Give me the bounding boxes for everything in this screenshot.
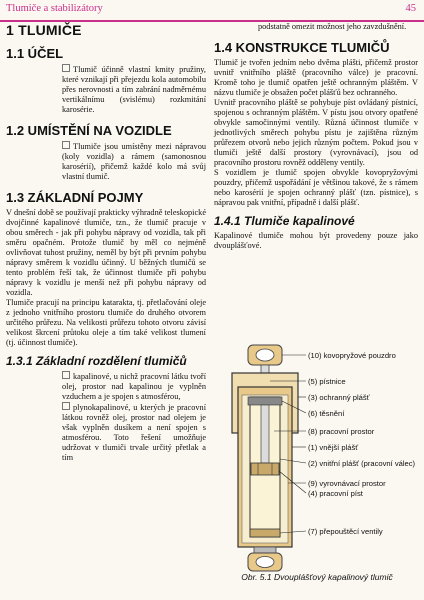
label-inner-shell: (2) vnitřní plášť (pracovní válec) xyxy=(308,459,416,468)
bullet-icon xyxy=(62,402,70,410)
header-title: Tlumiče a stabilizátory xyxy=(6,3,103,14)
section-1-4-1-text: Kapalinové tlumiče mohou být provedeny pouze jako dvouplášťové. xyxy=(214,231,418,250)
section-1-4-title: 1.4 KONSTRUKCE TLUMIČŮ xyxy=(214,40,390,55)
section-1-2-title: 1.2 UMÍSTĚNÍ NA VOZIDLE xyxy=(6,123,172,138)
bullet-icon xyxy=(62,371,70,379)
section-1-4-paragraph-3: S vozidlem je tlumič spojen obvykle kovopryžovými pouzdry, přičemž uspořádání je většinou takové, že s rámem nebo karosérií je spojen ochranný plášť (tzn. pístnice), s nápravou pak vnitřní, případně i další plášť. xyxy=(214,168,418,207)
bottom-bushing-hole xyxy=(256,557,274,568)
note-icon xyxy=(62,64,70,72)
label-working-space: (8) pracovní prostor xyxy=(308,427,375,436)
continued-text: podstatně omezit možnost jeho zavzdušnění. xyxy=(258,22,407,31)
list-item-kapalinove-text: kapalinové, u nichž pracovní látku tvoří olej, prostor nad kapalinou je vyplněn vzduchem a je spojen s atmosférou, xyxy=(62,372,206,401)
section-1-1-title: 1.1 ÚČEL xyxy=(6,46,64,61)
list-item-kapalinove xyxy=(6,371,206,402)
section-1-4-paragraph-1: Tlumič je tvořen jedním nebo dvěma plášti, přičemž prostor uvnitř vnitřního pláště (pracovního válce) je pracovní. Kromě toho je tlumič opatřen ještě ochranným pláštěm. V názvu tlumiče je obsažen počet plášťů bez ochranného. xyxy=(214,58,418,97)
label-seal: (6) těsnění xyxy=(308,409,345,418)
section-1-2-body: Tlumiče jsou umístěny mezi nápravou (koly vozidla) a rámem (samonosnou karosérií), přičemž každé kolo má svůj vlastní tlumič. xyxy=(62,142,206,181)
section-1-3-paragraph-1: V dnešní době se používají prakticky výhradně teleskopické dvojčinné kapalinové tlumiče, tzn., že tlumič pracuje v obou směrech - jak při pohybu nápravy od vozidla, tak při směru opačném. Protože tlumič by měl co nejméně ovlivňovat tuhost pružiny, neměl by být při prvním pohybu nápravy směrem k vozidlu účinný. U běžných tlumičů se tento problém řeší tak, že účinnost tlumiče při pohybu nápravy k vozidlu je menší než při pohybu nápravy od vozidla. xyxy=(6,208,206,297)
section-1-1-text xyxy=(6,64,206,115)
section-1-3-paragraph-2: Tlumiče pracují na principu katarakta, tj. přetlačování oleje z jednoho vnitřního prostoru tlumiče do druhého otvorem určitého průřezu. Na velikosti průřezu tohoto otvoru závisí velikost škrcení průtoku oleje a tím také velikost tlumení (tj. účinnost tlumiče). xyxy=(6,298,206,347)
label-protective-cover: (3) ochranný plášť xyxy=(308,393,370,402)
shock-absorber-figure xyxy=(214,343,420,593)
bushing-hole xyxy=(256,349,274,361)
label-bushing: (10) kovopryžové pouzdro xyxy=(308,351,396,360)
label-outer-shell: (1) vnější plášť xyxy=(308,443,359,452)
section-1-2-text xyxy=(6,141,206,182)
list-item-plynokapalinove-text: plynokapalinové, u kterých je pracovní látkou rovněž olej, prostor nad olejem je však vyplněn dusíkem a není spojen s atmosférou. Toto řešení umožňuje udržovat v tlumiči trvale určitý přetlak a tím xyxy=(62,403,206,462)
piston xyxy=(251,463,279,475)
label-piston-rod: (5) pístnice xyxy=(308,377,346,386)
running-header xyxy=(0,0,424,22)
foot-valve xyxy=(250,529,280,537)
seal xyxy=(248,397,282,405)
piston-rod-inner xyxy=(261,405,269,463)
label-piston: (4) pracovní píst xyxy=(308,489,363,498)
page-number: 45 xyxy=(405,3,416,14)
section-1-3-title: 1.3 ZÁKLADNÍ POJMY xyxy=(6,190,144,205)
section-1-4-1-title: 1.4.1 Tlumiče kapalinové xyxy=(214,214,355,228)
section-1-4-paragraph-2: Uvnitř pracovního pláště se pohybuje píst ovládaný pístnicí, spojenou s ochranným pláštěm. V pístu jsou otvory opatřené obvykle samočinnými ventily. Různá účinnost tlumiče v jednotlivých směrech pohybu pístu je zajištěna různým průřezem otvorů nebo jejich různým počtem. Pokud jsou v tlumiči ještě další prostory (vyrovnávací), jsou od pracovního prostoru rovněž odděleny ventily. xyxy=(214,98,418,167)
figure-caption: Obr. 5.1 Dvouplášťový kapalinový tlumič xyxy=(241,572,393,582)
right-column xyxy=(214,22,418,251)
list-item-plynokapalinove xyxy=(6,402,206,463)
section-1-3-1-title: 1.3.1 Základní rozdělení tlumičů xyxy=(6,354,187,368)
section-1-1-body: Tlumič účinně vlastní kmity pružiny, které vznikají při přejezdu kola automobilu přes nerovnosti a tím zabrání nadměrnému vertikálnímu (svislému) rozkmitání karosérie. xyxy=(62,65,206,114)
label-valves: (7) přepouštěcí ventily xyxy=(308,527,383,536)
chapter-title: 1 TLUMIČE xyxy=(6,22,82,38)
note-icon xyxy=(62,141,70,149)
label-reservoir: (9) vyrovnávací prostor xyxy=(308,479,386,488)
left-column xyxy=(6,22,206,463)
